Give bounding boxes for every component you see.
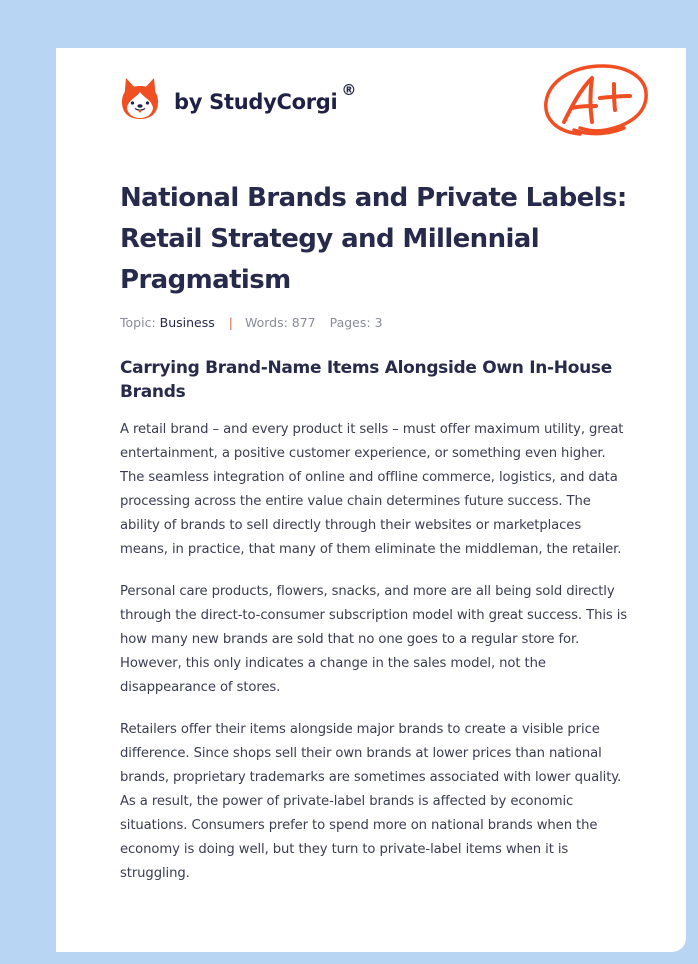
page-title: National Brands and Private Labels: Retail Strategy and Millennial Pragmatism	[120, 183, 627, 295]
paragraph: A retail brand – and every product it sells – must offer maximum utility, great entertainment, a positive customer experience, or something even higher. The seamless integration of online and offline commerce, logistics, and data processing across the entire value chain determines future success. The ability of brands to sell directly through their websites or marketplaces means, in practice, that many of them eliminate the middleman, the retailer.	[120, 422, 624, 557]
document-meta	[120, 315, 632, 330]
paragraph: Retailers offer their items alongside major brands to create a visible price difference. Since shops sell their own brands at lower prices than national brands, proprietary trademarks are sometimes associated with lower quality. As a result, the power of private-label brands is affected by economic situations. Consumers prefer to spend more on national brands when the economy is doing well, but they turn to private-label items when it is struggling.	[120, 722, 622, 881]
topic-label: Topic:	[120, 315, 156, 330]
corgi-icon	[120, 76, 160, 120]
document-card	[56, 48, 686, 952]
word-count: Words: 877	[244, 315, 316, 330]
meta-separator: |	[228, 315, 233, 330]
header	[120, 74, 650, 144]
registered-mark: ®	[341, 81, 357, 99]
logo-text: by StudyCorgi ®	[174, 81, 357, 114]
a-plus-grade-icon	[540, 60, 652, 142]
document-content	[120, 178, 632, 886]
studycorgi-logo[interactable]	[120, 76, 356, 120]
section-heading: Carrying Brand-Name Items Alongside Own In-House Brands	[120, 358, 612, 402]
topic-link[interactable]: Business	[159, 315, 215, 330]
page-count: Pages: 3	[329, 315, 383, 330]
paragraph: Personal care products, flowers, snacks, and more are all being sold directly through the direct-to-consumer subscription model with great success. This is how many new brands are sold that no one goes to a regular store for. However, this only indicates a change in the sales model, not the disappearance of stores.	[120, 584, 628, 695]
